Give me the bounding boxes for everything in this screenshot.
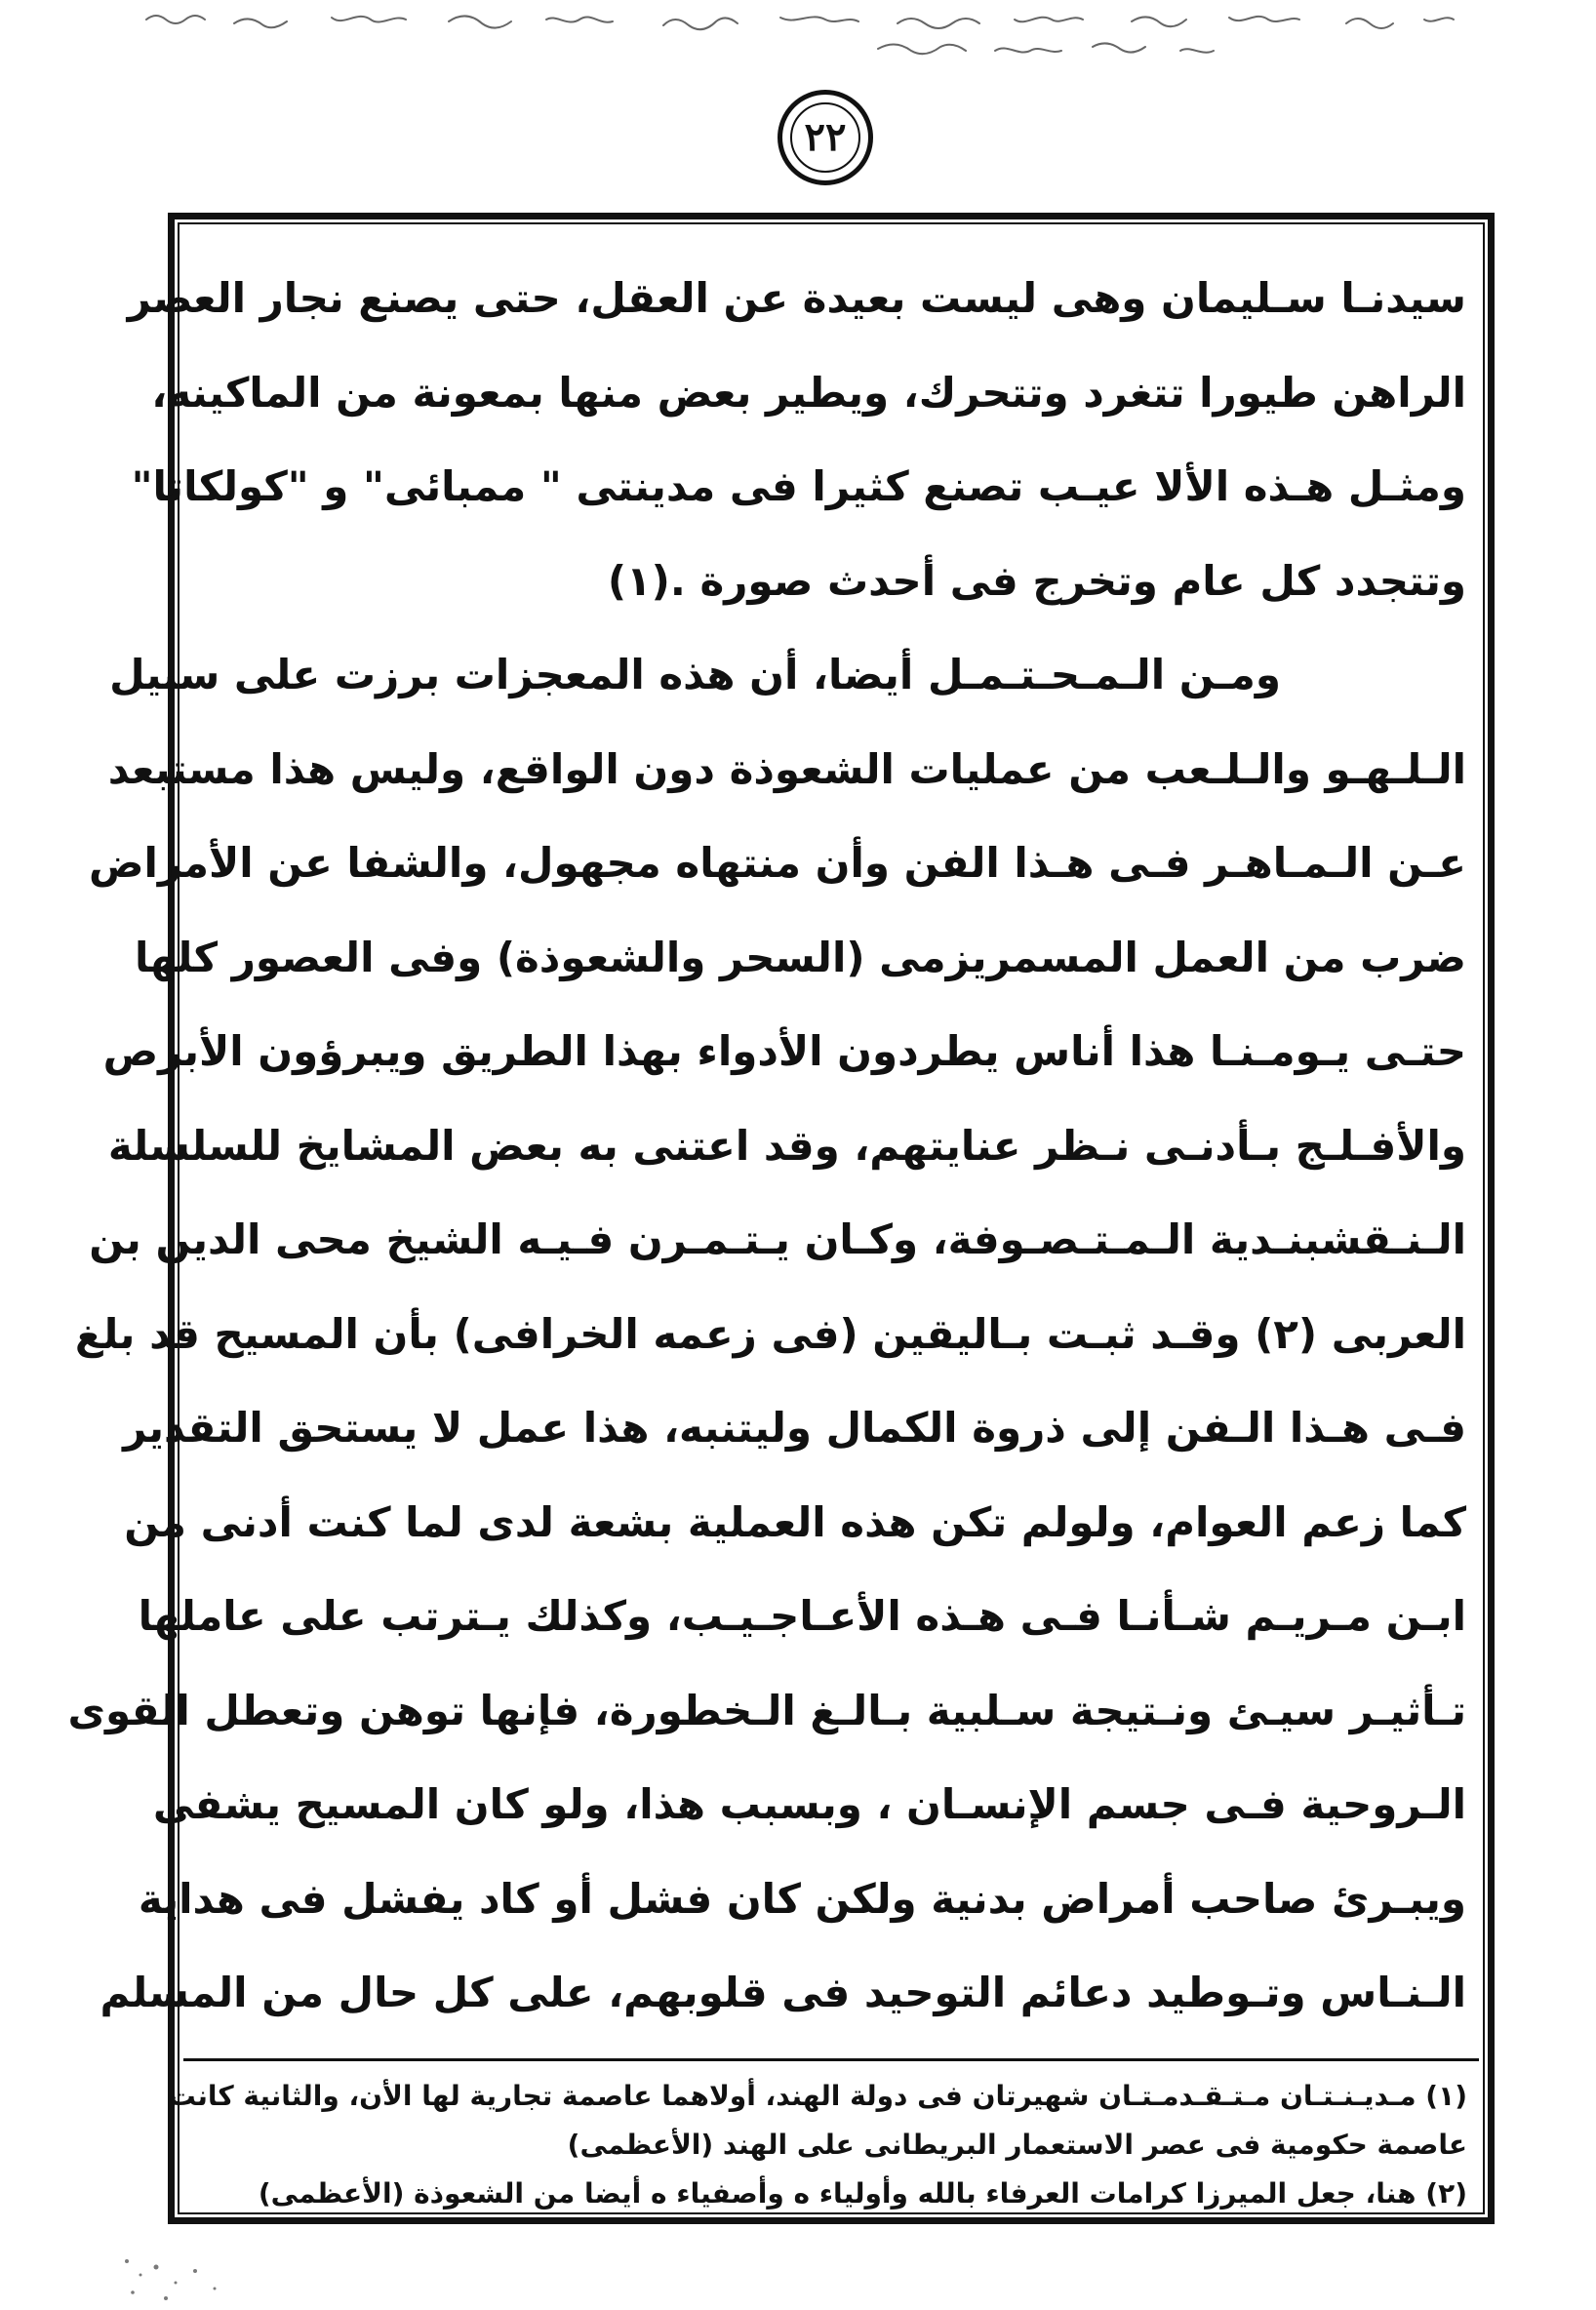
page-number: ٢٢ — [804, 114, 847, 160]
body-line: وتتجدد كل عام وتخرج فى أحدث صورة .(١) — [607, 556, 1466, 605]
body-line: تـأثيـر سيـئ ونـتيجة سـلبية بـالـغ الـخطورة، فإنها توهن وتعطل القوى — [67, 1686, 1466, 1734]
footnote-line: (١) مـديـنـتـان مـتـقـدمـتـان شهيرتان فى دولة الهند، أولاهما عاصمة تجارية لها الأن، والثانية كانت — [168, 2080, 1467, 2112]
body-text — [67, 252, 1466, 2041]
body-line: والأفـلـج بـأدنـى نـظر عنايتهم، وقد اعتنى به بعض المشايخ للسلسلة — [107, 1121, 1466, 1170]
body-line: الـنـاس وتـوطيد دعائم التوحيد فى قلوبهم، على كل حال من المسلم — [100, 1969, 1466, 2016]
body-line: الـنـقشبنـدية الـمـتـصـوفة، وكـان يـتـمـرن فـيـه الشيخ محى الدين بن — [89, 1215, 1466, 1263]
body-line: ابـن مـريـم شـأنـا فـى هـذه الأعـاجـيـب، وكذلك يـترتب على عاملها — [138, 1592, 1466, 1640]
body-line: ويبـرئ صاحب أمراض بدنية ولكن كان فشل أو كاد يفشل فى هداية — [138, 1874, 1466, 1923]
body-line: العربى (٢) وقـد ثبـت بـاليقين (فى زعمه الخرافى) بأن المسيح قد بلغ — [74, 1309, 1466, 1358]
footnote-line: (٢) هنا، جعل الميرزا كرامات العرفاء بالله وأولياء ه وأصفياء ه أيضا من الشعوذة (الأعظمى) — [258, 2177, 1467, 2210]
body-line: فـى هـذا الـفن إلى ذروة الكمال وليتنبه، هذا عمل لا يستحق التقدير — [123, 1404, 1466, 1452]
body-line: الـلـهـو والـلـعب من عمليات الشعوذة دون الواقع، وليس هذا مستبعد — [107, 744, 1466, 793]
body-line: كما زعم العوام، ولولم تكن هذه العملية بشعة لدى لما كنت أدنى من — [124, 1497, 1466, 1546]
body-line: عـن الـمـاهـر فـى هـذا الفن وأن منتهاه مجهول، والشفا عن الأمراض — [88, 839, 1466, 887]
body-line: حتـى يـومـنـا هذا أناس يطردون الأدواء بهذا الطريق ويبرؤون الأبرص — [102, 1027, 1466, 1075]
footnotes — [168, 2072, 1467, 2218]
body-line: ومثـل هـذه الألا عيـب تصنع كثيرا فى مدينتى " ممبائى" و "كولكاتا" — [131, 462, 1466, 510]
body-line: ومـن الـمـحـتـمـل أيضا، أن هذه المعجزات برزت على سبيل — [109, 651, 1281, 698]
body-line: ضرب من العمل المسمريزمى (السحر والشعوذة) وفى العصور كلها — [135, 933, 1466, 981]
body-line: الـروحية فـى جسم الإنسـان ، وبسبب هذا، ولو كان المسيح يشفى — [152, 1780, 1466, 1828]
scan-noise-mark — [107, 2232, 244, 2310]
handwritten-header-note — [117, 0, 1502, 78]
body-line: سيدنـا سـليمان وهى ليست بعيدة عن العقل، حتى يصنع نجار العصر — [127, 274, 1466, 322]
page-number-badge — [778, 90, 873, 185]
body-line: الراهن طيورا تتغرد وتتحرك، ويطير بعض منها بمعونة من الماكينه، — [151, 368, 1466, 417]
footnote-line: عاصمة حكومية فى عصر الاستعمار البريطانى على الهند (الأعظمى) — [567, 2129, 1467, 2161]
footnote-separator — [183, 2058, 1479, 2061]
